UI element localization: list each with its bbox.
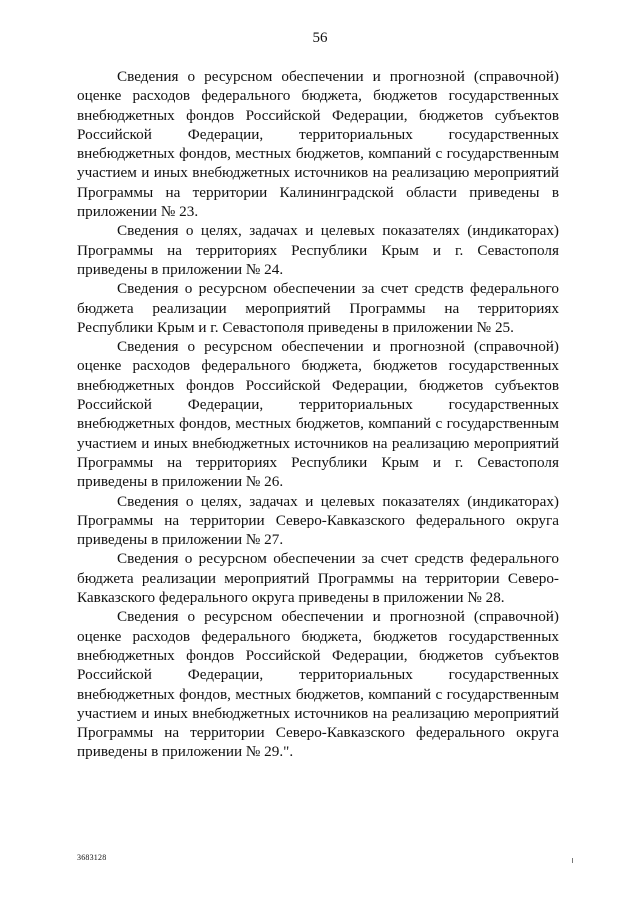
document-body <box>77 67 559 762</box>
paragraph-appendix-24: Сведения о целях, задачах и целевых показателях (индикаторах) Программы на территориях Республики Крым и г. Севастополя приведены в приложении № 24. <box>77 222 559 278</box>
document-code: 3683128 <box>77 853 107 862</box>
corner-mark <box>572 858 573 863</box>
paragraph-appendix-25: Сведения о ресурсном обеспечении за счет средств федерального бюджета реализации мероприятий Программы на территориях Республики Крым и г. Севастополя приведены в приложении № 25. <box>77 280 559 336</box>
paragraph-appendix-26: Сведения о ресурсном обеспечении и прогнозной (справочной) оценке расходов федерального бюджета, бюджетов государственных внебюджетных фондов Российской Федерации, бюджетов субъектов Российской Федерации, территориальных государственных внебюджетных фондов, местных бюджетов, компаний с государственным участием и иных внебюджетных источников на реализацию мероприятий Программы на территориях Республики Крым и г. Севастополя приведены в приложении № 26. <box>77 338 559 491</box>
paragraph-appendix-23: Сведения о ресурсном обеспечении и прогнозной (справочной) оценке расходов федерального бюджета, бюджетов государственных внебюджетных фондов Российской Федерации, бюджетов субъектов Российской Федерации, территориальных государственных внебюджетных фондов, местных бюджетов, компаний с государственным участием и иных внебюджетных источников на реализацию мероприятий Программы на территории Калининградской области приведены в приложении № 23. <box>77 68 559 221</box>
paragraph-appendix-28: Сведения о ресурсном обеспечении за счет средств федерального бюджета реализации мероприятий Программы на территории Северо-Кавказского федерального округа приведены в приложении № 28. <box>77 550 559 607</box>
paragraph-appendix-27: Сведения о целях, задачах и целевых показателях (индикаторах) Программы на территории Северо-Кавказского федерального округа приведены в приложении № 27. <box>77 492 559 549</box>
paragraph-appendix-29: Сведения о ресурсном обеспечении и прогнозной (справочной) оценке расходов федерального бюджета, бюджетов государственных внебюджетных фондов Российской Федерации, бюджетов субъектов Российской Федерации, территориальных государственных внебюджетных фондов, местных бюджетов, компаний с государственным участием и иных внебюджетных источников на реализацию мероприятий Программы на территории Северо-Кавказского федерального округа приведены в приложении № 29.". <box>77 608 559 761</box>
page-number: 56 <box>312 30 328 46</box>
